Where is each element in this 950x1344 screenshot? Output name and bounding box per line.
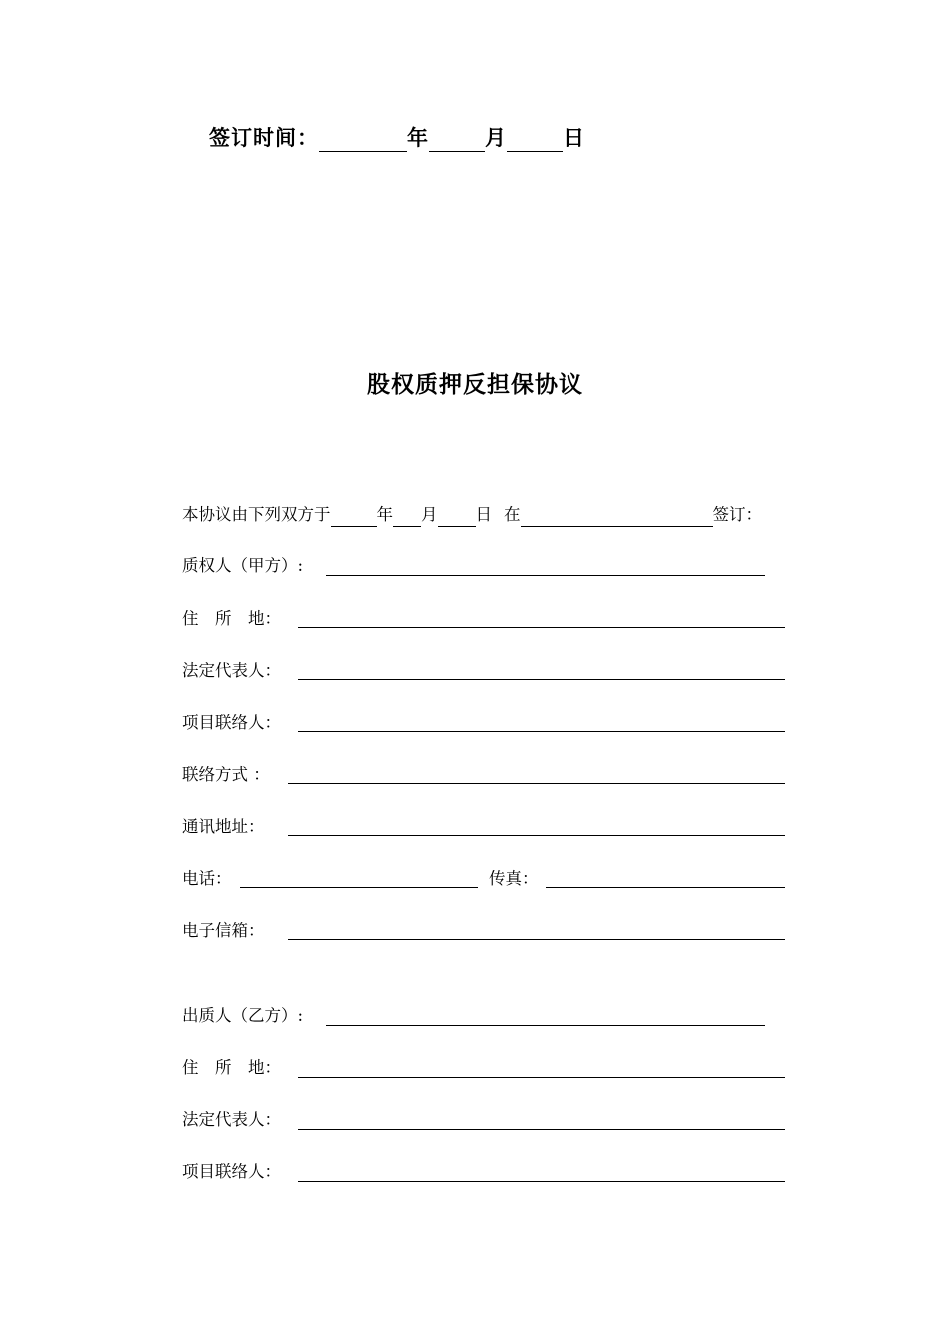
- intro-day-label: 日: [475, 505, 492, 524]
- signing-day-label: 日: [563, 125, 585, 150]
- party-a-phone-label: 电话：: [182, 869, 232, 888]
- party-a-name-blank[interactable]: [326, 575, 765, 576]
- signing-time-line: [209, 122, 585, 152]
- party-b-heading: 出质人（乙方）:: [182, 1006, 304, 1025]
- party-b-legal-rep-label: 法定代表人：: [182, 1110, 281, 1129]
- party-a-contact-method-blank[interactable]: [288, 783, 785, 784]
- intro-suffix: 签订：: [712, 505, 762, 524]
- party-b-contact-person-blank[interactable]: [298, 1181, 785, 1182]
- party-a-fax-label: 传真：: [489, 869, 539, 888]
- intro-month-blank[interactable]: [393, 506, 421, 527]
- signing-day-blank[interactable]: [507, 127, 563, 152]
- party-b-name-blank[interactable]: [326, 1025, 765, 1026]
- intro-at-label: 在: [504, 505, 521, 524]
- signing-year-blank[interactable]: [319, 127, 407, 152]
- party-a-contact-person-label: 项目联络人：: [182, 713, 281, 732]
- party-a-mail-address-blank[interactable]: [288, 835, 785, 836]
- party-b-contact-person-label: 项目联络人：: [182, 1162, 281, 1181]
- signing-time-label: 签订时间：: [209, 125, 319, 150]
- party-a-email-label: 电子信箱：: [182, 921, 265, 940]
- intro-day-blank[interactable]: [438, 506, 476, 527]
- intro-place-blank[interactable]: [521, 506, 713, 527]
- party-a-address-blank[interactable]: [298, 627, 785, 628]
- signing-month-blank[interactable]: [429, 127, 485, 152]
- party-a-address-label: 住 所 地：: [182, 609, 281, 628]
- party-a-email-blank[interactable]: [288, 939, 785, 940]
- party-b-address-blank[interactable]: [298, 1077, 785, 1078]
- party-a-fax-blank[interactable]: [546, 887, 785, 888]
- intro-line: [182, 503, 762, 527]
- intro-year-blank[interactable]: [331, 506, 377, 527]
- document-title: 股权质押反担保协议: [367, 371, 583, 398]
- intro-year-label: 年: [376, 505, 393, 524]
- party-b-address-label: 住 所 地：: [182, 1058, 281, 1077]
- party-a-contact-method-label: 联络方式 ：: [182, 765, 270, 784]
- party-a-contact-person-blank[interactable]: [298, 731, 785, 732]
- signing-year-label: 年: [407, 125, 429, 150]
- party-a-legal-rep-blank[interactable]: [298, 679, 785, 680]
- signing-month-label: 月: [485, 125, 507, 150]
- intro-month-label: 月: [421, 505, 438, 524]
- party-a-legal-rep-label: 法定代表人：: [182, 661, 281, 680]
- party-a-heading: 质权人（甲方）:: [182, 556, 304, 575]
- party-a-phone-blank[interactable]: [240, 887, 478, 888]
- party-a-mail-address-label: 通讯地址：: [182, 817, 265, 836]
- intro-prefix: 本协议由下列双方于: [182, 505, 331, 524]
- party-b-legal-rep-blank[interactable]: [298, 1129, 785, 1130]
